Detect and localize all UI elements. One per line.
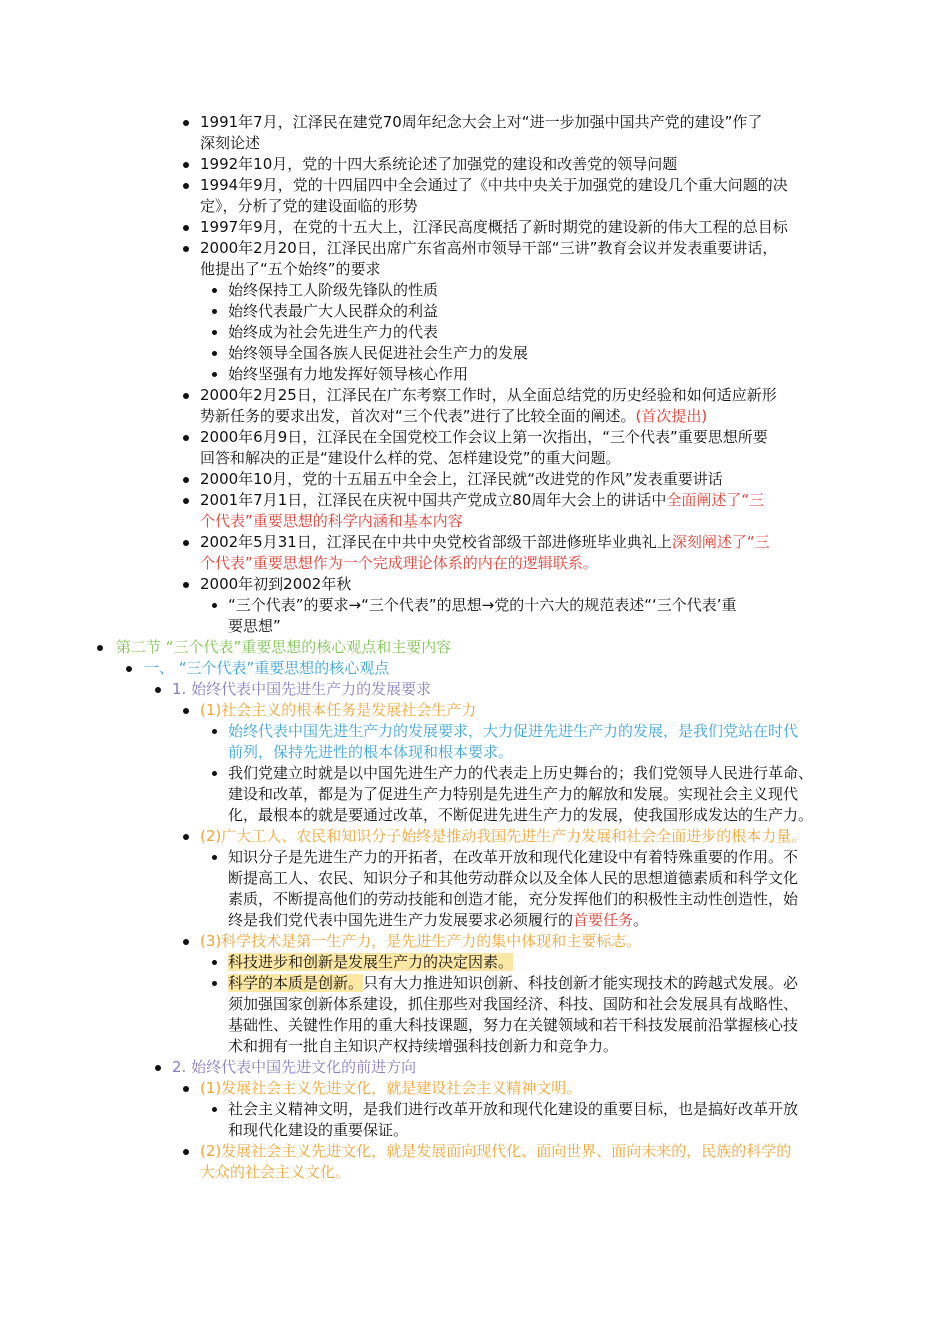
text-segment: (1)发展社会主义先进文化，就是建设社会主义精神文明。 — [200, 1079, 582, 1097]
list-item — [0, 1099, 950, 1141]
text-line — [0, 1078, 950, 1099]
list-item — [0, 763, 950, 826]
text-line — [0, 259, 950, 280]
list-item — [0, 154, 950, 175]
text-segment: 始终坚强有力地发挥好领导核心作用 — [228, 365, 469, 383]
text-segment: 始终代表最广大人民群众的利益 — [228, 302, 439, 320]
bullet-icon — [126, 666, 132, 672]
bullet-icon — [212, 771, 217, 776]
text-line — [0, 637, 950, 658]
text-segment: 1992年10月，党的十四大系统论述了加强党的建设和改善党的领导问题 — [200, 155, 678, 173]
text-line — [0, 532, 950, 553]
text-segment: 前列，保持先进性的根本体现和根本要求。 — [228, 743, 514, 761]
list-item — [0, 385, 950, 427]
text-line — [0, 1120, 950, 1141]
text-segment: 1994年9月，党的十四届四中全会通过了《中共中央关于加强党的建设几个重大问题的决 — [200, 176, 788, 194]
list-item — [0, 700, 950, 721]
text-line — [0, 595, 950, 616]
text-segment: 2000年初到2002年秋 — [200, 575, 352, 593]
text-line — [0, 448, 950, 469]
list-item — [0, 301, 950, 322]
list-item — [0, 574, 950, 595]
bullet-icon — [183, 1149, 189, 1155]
list-item — [0, 658, 950, 679]
text-segment: 深刻论述 — [200, 134, 261, 152]
text-line — [0, 994, 950, 1015]
text-line — [0, 658, 950, 679]
list-item — [0, 280, 950, 301]
list-item — [0, 112, 950, 154]
text-line — [0, 469, 950, 490]
text-segment: (1)社会主义的根本任务是发展社会生产力 — [200, 701, 477, 719]
bullet-icon — [183, 540, 189, 546]
bullet-icon — [183, 183, 189, 189]
text-segment: 1991年7月，江泽民在建党70周年纪念大会上对“进一步加强中国共产党的建设”作了 — [200, 113, 763, 131]
text-line — [0, 805, 950, 826]
bullet-icon — [183, 498, 189, 504]
bullet-icon — [212, 855, 217, 860]
text-line — [0, 742, 950, 763]
text-line — [0, 1036, 950, 1057]
text-segment: 深刻阐述了“三 — [671, 533, 770, 551]
text-segment: 2000年6月9日，江泽民在全国党校工作会议上第一次指出，“三个代表”重要思想所要 — [200, 428, 768, 446]
bullet-icon — [212, 372, 217, 377]
bullet-icon — [183, 435, 189, 441]
text-line — [0, 1015, 950, 1036]
bullet-icon — [212, 288, 217, 293]
text-segment: 首要任务 — [573, 911, 634, 929]
text-segment: 我们党建立时就是以中国先进生产力的代表走上历史舞台的；我们党领导人民进行革命、 — [228, 764, 814, 782]
text-segment: 大众的社会主义文化。 — [200, 1163, 351, 1181]
text-line — [0, 112, 950, 133]
text-line — [0, 343, 950, 364]
list-item — [0, 217, 950, 238]
text-segment: 。 — [633, 911, 649, 929]
list-item — [0, 721, 950, 763]
list-item — [0, 847, 950, 931]
text-line — [0, 322, 950, 343]
text-segment: 基础性、关键性作用的重大科技课题，努力在关键领域和若干科技发展前沿掌握核心技 — [228, 1016, 799, 1034]
bullet-icon — [212, 603, 217, 608]
list-item — [0, 238, 950, 280]
text-line — [0, 973, 950, 994]
text-line — [0, 952, 950, 973]
text-line — [0, 196, 950, 217]
text-segment: 个代表”重要思想的科学内涵和基本内容 — [200, 512, 463, 530]
text-segment: 断提高工人、农民、知识分子和其他劳动群众以及全体人民的思想道德素质和科学文化 — [228, 869, 799, 887]
text-line — [0, 721, 950, 742]
bullet-icon — [183, 246, 189, 252]
list-item — [0, 637, 950, 658]
text-segment: 2002年5月31日，江泽民在中共中央党校省部级干部进修班毕业典礼上 — [200, 533, 672, 551]
text-line — [0, 217, 950, 238]
text-segment: 回答和解决的正是“建设什么样的党、怎样建设党”的重大问题。 — [200, 449, 621, 467]
text-line — [0, 700, 950, 721]
text-line — [0, 280, 950, 301]
bullet-icon — [212, 729, 217, 734]
list-item — [0, 364, 950, 385]
list-item — [0, 679, 950, 700]
text-line — [0, 679, 950, 700]
text-segment: 社会主义精神文明，是我们进行改革开放和现代化建设的重要目标，也是搞好改革开放 — [228, 1100, 799, 1118]
bullet-icon — [212, 351, 217, 356]
text-line — [0, 868, 950, 889]
text-segment: (首次提出) — [635, 407, 708, 425]
text-line — [0, 490, 950, 511]
text-segment: 定》，分析了党的建设面临的形势 — [200, 197, 418, 215]
bullet-icon — [212, 981, 217, 986]
text-line — [0, 301, 950, 322]
list-item — [0, 1057, 950, 1078]
list-item — [0, 973, 950, 1057]
bullet-icon — [97, 645, 103, 651]
text-segment: 术和拥有一批自主知识产权持续增强科技创新力和竞争力。 — [228, 1037, 619, 1055]
bullet-icon — [183, 708, 189, 714]
highlighted-text: 科技进步和创新是发展生产力的决定因素。 — [228, 953, 514, 971]
bullet-icon — [212, 960, 217, 965]
text-segment: (2)广大工人、农民和知识分子始终是推动我国先进生产力发展和社会全面进步的根本力量。 — [200, 827, 807, 845]
bullet-icon — [212, 1107, 217, 1112]
bullet-icon — [183, 582, 189, 588]
text-line — [0, 154, 950, 175]
text-segment: 一、 “三个代表”重要思想的核心观点 — [144, 659, 390, 677]
text-line — [0, 427, 950, 448]
text-line — [0, 175, 950, 196]
list-item — [0, 469, 950, 490]
bullet-icon — [183, 939, 189, 945]
bullet-icon — [155, 687, 161, 693]
text-segment: 1. 始终代表中国先进生产力的发展要求 — [172, 680, 432, 698]
bullet-icon — [183, 477, 189, 483]
text-segment: 全面阐述了“三 — [666, 491, 765, 509]
list-item — [0, 490, 950, 532]
text-line — [0, 889, 950, 910]
text-line — [0, 826, 950, 847]
bullet-icon — [212, 309, 217, 314]
text-line — [0, 931, 950, 952]
bullet-icon — [183, 393, 189, 399]
text-segment: 终是我们党代表中国先进生产力发展要求必须履行的 — [228, 911, 574, 929]
text-segment: 素质，不断提高他们的劳动技能和创造才能，充分发挥他们的积极性主动性创造性，始 — [228, 890, 799, 908]
bullet-icon — [212, 330, 217, 335]
text-line — [0, 133, 950, 154]
bullet-icon — [183, 1086, 189, 1092]
text-line — [0, 364, 950, 385]
text-segment: (2)发展社会主义先进文化，就是发展面向现代化、面向世界、面向未来的，民族的科学的 — [200, 1142, 792, 1160]
text-line — [0, 238, 950, 259]
text-line — [0, 763, 950, 784]
text-segment: 建设和改革，都是为了促进生产力特别是先进生产力的解放和发展。实现社会主义现代 — [228, 785, 799, 803]
text-line — [0, 616, 950, 637]
list-item — [0, 1141, 950, 1183]
text-segment: 始终领导全国各族人民促进社会生产力的发展 — [228, 344, 529, 362]
text-line — [0, 1162, 950, 1183]
text-segment: 始终保持工人阶级先锋队的性质 — [228, 281, 439, 299]
text-line — [0, 910, 950, 931]
text-segment: 他提出了“五个始终”的要求 — [200, 260, 381, 278]
text-segment: 始终代表中国先进生产力的发展要求，大力促进先进生产力的发展，是我们党站在时代 — [228, 722, 799, 740]
text-line — [0, 406, 950, 427]
text-segment: 1997年9月，在党的十五大上，江泽民高度概括了新时期党的建设新的伟大工程的总目标 — [200, 218, 788, 236]
text-segment: 2000年2月25日，江泽民在广东考察工作时，从全面总结党的历史经验和如何适应新形 — [200, 386, 777, 404]
text-segment: 2000年2月20日，江泽民出席广东省高州市领导干部“三讲”教育会议并发表重要讲话， — [200, 239, 778, 257]
text-segment: 知识分子是先进生产力的开拓者，在改革开放和现代化建设中有着特殊重要的作用。不 — [228, 848, 799, 866]
text-segment: 2. 始终代表中国先进文化的前进方向 — [172, 1058, 417, 1076]
list-item — [0, 343, 950, 364]
list-item — [0, 595, 950, 637]
text-segment: 要思想” — [228, 617, 281, 635]
text-segment: 只有大力推进知识创新、科技创新才能实现技术的跨越式发展。必 — [363, 974, 799, 992]
bullet-icon — [183, 120, 189, 126]
text-segment: 势新任务的要求出发，首次对“三个代表”进行了比较全面的阐述。 — [200, 407, 636, 425]
text-line — [0, 1057, 950, 1078]
text-segment: 第二节 “三个代表”重要思想的核心观点和主要内容 — [116, 638, 452, 656]
text-line — [0, 511, 950, 532]
list-item — [0, 826, 950, 847]
text-line — [0, 553, 950, 574]
text-segment: 2001年7月1日，江泽民在庆祝中国共产党成立80周年大会上的讲话中 — [200, 491, 667, 509]
text-line — [0, 574, 950, 595]
text-segment: 化，最根本的就是要通过改革，不断促进先进生产力的发展，使我国形成发达的生产力。 — [228, 806, 814, 824]
highlighted-text: 科学的本质是创新。 — [228, 974, 364, 992]
bullet-icon — [183, 225, 189, 231]
text-segment: 个代表”重要思想作为一个完成理论体系的内在的逻辑联系。 — [200, 554, 598, 572]
list-item — [0, 952, 950, 973]
list-item — [0, 322, 950, 343]
outline-document — [0, 112, 950, 1183]
text-line — [0, 385, 950, 406]
list-item — [0, 427, 950, 469]
text-segment: 2000年10月，党的十五届五中全会上，江泽民就“改进党的作风”发表重要讲话 — [200, 470, 723, 488]
text-segment: “三个代表”的要求→“三个代表”的思想→党的十六大的规范表述“‘三个代表’重 — [228, 596, 737, 614]
text-segment: 始终成为社会先进生产力的代表 — [228, 323, 439, 341]
text-segment: 须加强国家创新体系建设，抓住那些对我国经济、科技、国防和社会发展具有战略性、 — [228, 995, 799, 1013]
list-item — [0, 931, 950, 952]
text-line — [0, 1141, 950, 1162]
text-segment: 和现代化建设的重要保证。 — [228, 1121, 409, 1139]
bullet-icon — [183, 162, 189, 168]
bullet-icon — [155, 1065, 161, 1071]
list-item — [0, 1078, 950, 1099]
list-item — [0, 175, 950, 217]
bullet-icon — [183, 834, 189, 840]
text-line — [0, 847, 950, 868]
list-item — [0, 532, 950, 574]
text-line — [0, 784, 950, 805]
text-line — [0, 1099, 950, 1120]
text-segment: (3)科学技术是第一生产力，是先进生产力的集中体现和主要标志。 — [200, 932, 642, 950]
